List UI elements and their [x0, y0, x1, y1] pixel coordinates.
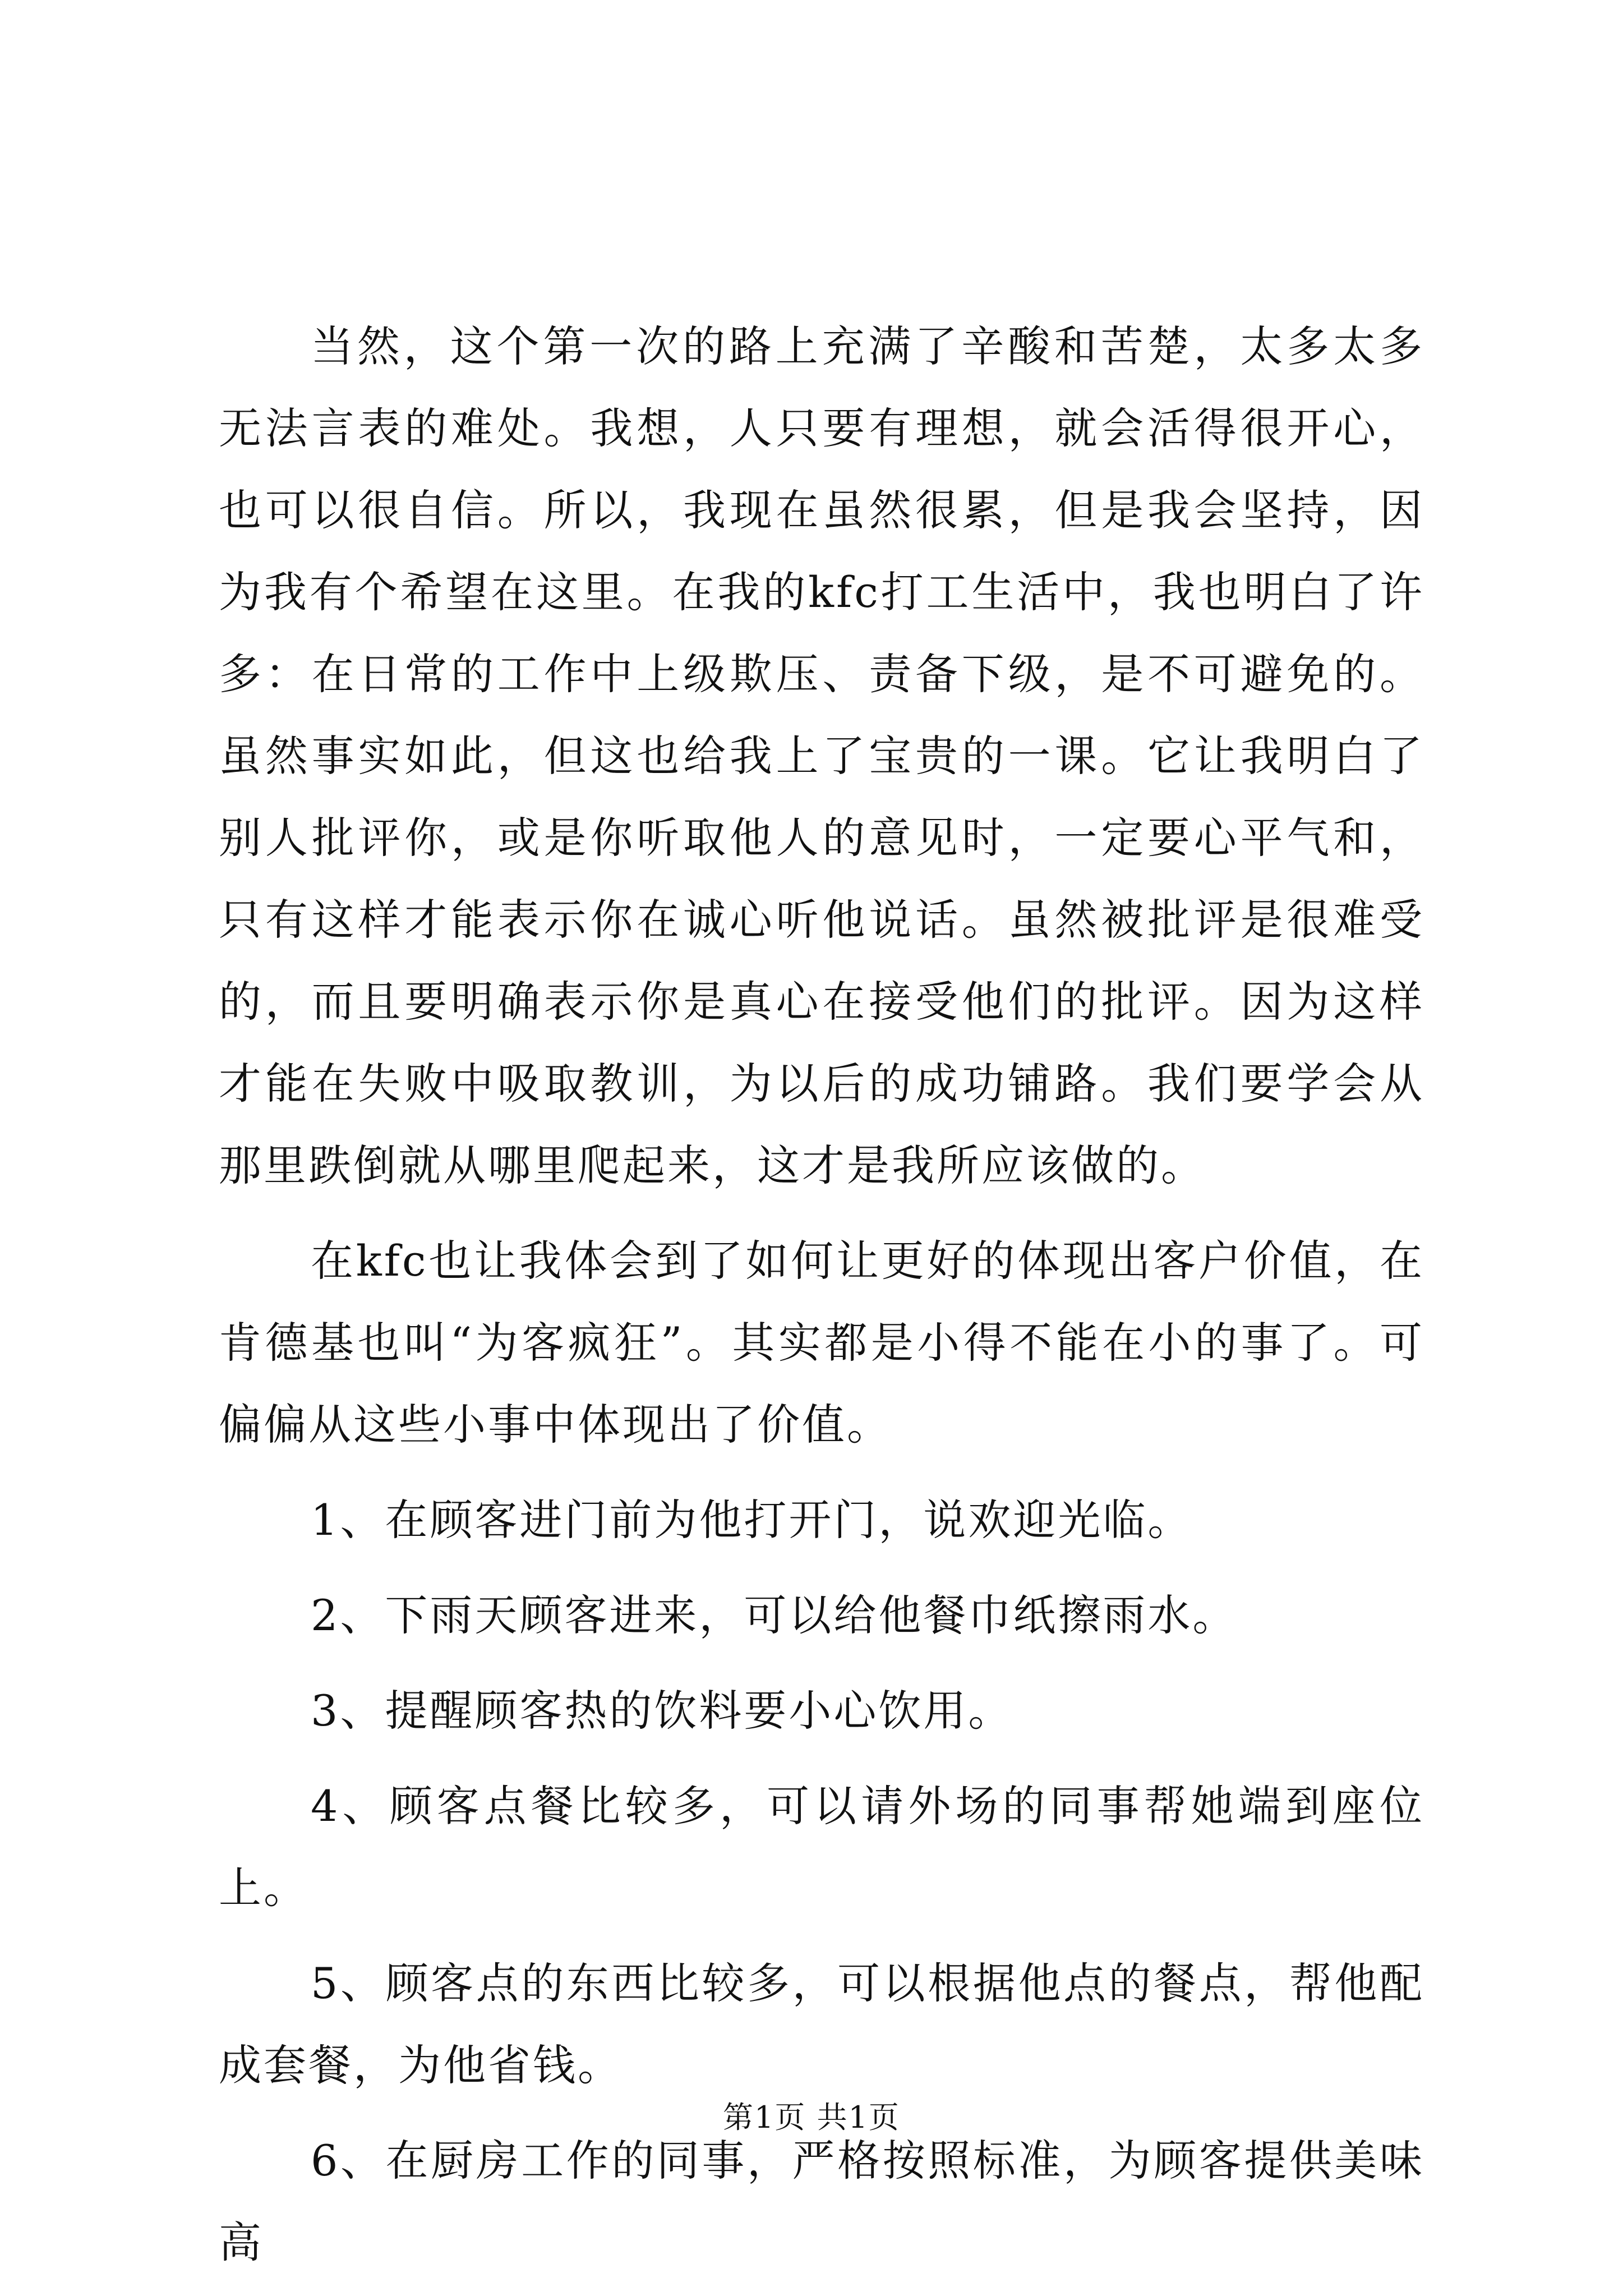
paragraph-intro: 当然，这个第一次的路上充满了辛酸和苦楚，太多太多无法言表的难处。我想，人只要有理想，就会活得很开心，也可以很自信。所以，我现在虽然很累，但是我会坚持，因为我有个希望在这里。在我的kfc打工生活中，我也明白了许多：在日常的工作中上级欺压、责备下级，是不可避免的。虽然事实如此，但这也给我上了宝贵的一课。它让我明白了别人批评你，或是你听取他人的意见时，一定要心平气和，只有这样才能表示你在诚心听他说话。虽然被批评是很难受的，而且要明确表示你是真心在接受他们的批评。因为这样才能在失败中吸取教训，为以后的成功铺路。我们要学会从那里跌倒就从哪里爬起来，这才是我所应该做的。: [219, 321, 1424, 1190]
list-item-4: 4、顾客点餐比较多，可以请外场的同事帮她端到座位上。: [219, 1781, 1424, 1913]
list-item-5: 5、顾客点的东西比较多，可以根据他点的餐点，帮他配成套餐，为他省钱。: [219, 1958, 1424, 2090]
list-item-3: 3、提醒顾客热的饮料要小心饮用。: [311, 1686, 1013, 1736]
list-item-1: 1、在顾客进门前为他打开门，说欢迎光临。: [311, 1495, 1193, 1545]
list-item-6: 6、在厨房工作的同事，严格按照标准，为顾客提供美味高: [219, 2136, 1424, 2267]
list-item-2: 2、下雨天顾客进来，可以给他餐巾纸擦雨水。: [311, 1590, 1238, 1640]
page-footer: 第1页 共1页: [723, 2100, 900, 2135]
paragraph-customer-value: 在kfc也让我体会到了如何让更好的体现出客户价值，在肯德基也叫“为客疯狂”。其实都是小得不能在小的事了。可偏偏从这些小事中体现出了价值。: [219, 1236, 1424, 1450]
document-body: [219, 306, 1424, 2284]
